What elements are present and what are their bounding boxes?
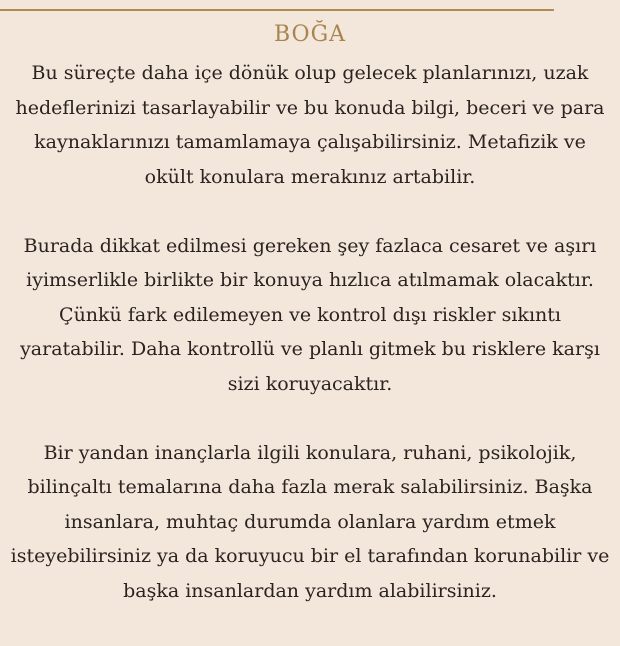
paragraph-3: Bir yandan inançlarla ilgili konulara, ruhani, psikolojik, bilinçaltı temalarına daha fazla merak salabilirsiniz. Başka insanlara, muhtaç durumda olanlara yardım etmek isteyebilirsiniz ya da koruyucu bir el tarafından korunabilir ve başka insanlardan yardım alabilirsiniz. bbox=[10, 441, 610, 602]
section-title: BOĞA bbox=[273, 22, 347, 47]
top-divider bbox=[0, 9, 554, 11]
paragraph-spacer bbox=[10, 401, 610, 436]
paragraph-spacer bbox=[10, 194, 610, 229]
paragraph-1: Bu süreçte daha içe dönük olup gelecek planlarınızı, uzak hedeflerinizi tasarlayabilir ve bu konuda bilgi, beceri ve para kaynaklarınızı tamamlamaya çalışabilirsiniz. Metafizik ve okült konulara merakınız artabilir. bbox=[15, 62, 605, 188]
horoscope-text bbox=[10, 56, 610, 608]
paragraph-2: Burada dikkat edilmesi gereken şey fazlaca cesaret ve aşırı iyimserlikle birlikte bir konuya hızlıca atılmamak olacaktır. Çünkü fark edilemeyen ve kontrol dışı riskler sıkıntı yaratabilir. Daha kontrollü ve planlı gitmek bu risklere karşı sizi koruyacaktır. bbox=[20, 234, 600, 395]
